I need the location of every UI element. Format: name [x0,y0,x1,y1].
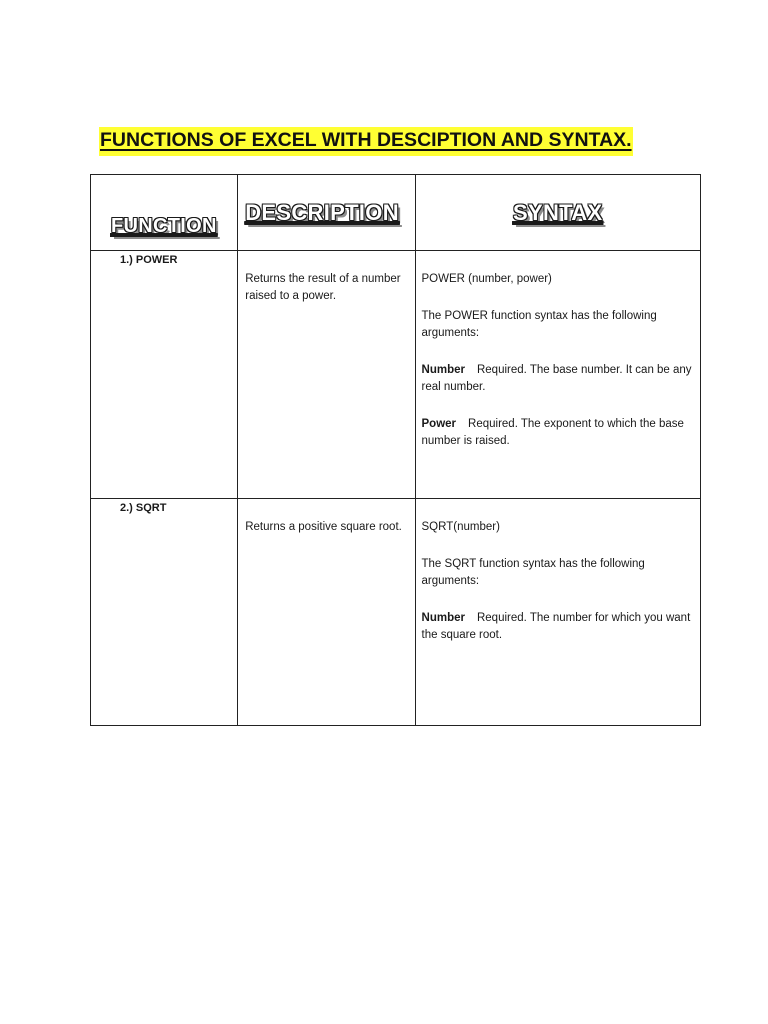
syntax-intro: The POWER function syntax has the following arguments: [421,310,657,339]
syntax-argument [422,362,694,396]
function-description: Returns the result of a number raised to a power. [245,273,401,302]
header-cell-description [238,175,415,251]
description-cell [238,251,415,499]
description-cell [238,499,415,726]
function-description: Returns a positive square root. [245,521,402,533]
argument-text: Required. The exponent to which the base number is raised. [421,418,684,447]
header-cell-function [91,175,238,251]
syntax-argument [422,610,694,644]
syntax-signature: POWER (number, power) [421,273,552,285]
header-description: DESCRIPTION [245,200,399,225]
function-cell [91,251,238,499]
argument-name: Power [421,418,457,430]
syntax-signature: SQRT(number) [421,521,500,533]
table-row [91,251,701,499]
syntax-cell [415,251,700,499]
table-header-row [91,175,701,251]
header-function: FUNCTION [111,215,217,237]
table-row [91,499,701,726]
syntax-cell [415,499,700,726]
header-cell-syntax [415,175,700,251]
function-cell [91,499,238,726]
argument-name: Number [421,364,465,376]
argument-text: Required. The base number. It can be any real number. [421,364,692,393]
syntax-argument [422,416,694,450]
argument-name: Number [421,612,465,624]
argument-text: Required. The number for which you want the square root. [421,612,691,641]
function-name: 1.) POWER [120,254,178,266]
syntax-intro: The SQRT function syntax has the following arguments: [421,558,645,587]
header-syntax: SYNTAX [513,200,603,225]
functions-table [90,174,701,726]
function-name: 2.) SQRT [120,502,167,514]
page-title-text: FUNCTIONS OF EXCEL WITH DESCIPTION AND SYNTAX. [99,127,633,156]
page-title [99,123,633,157]
